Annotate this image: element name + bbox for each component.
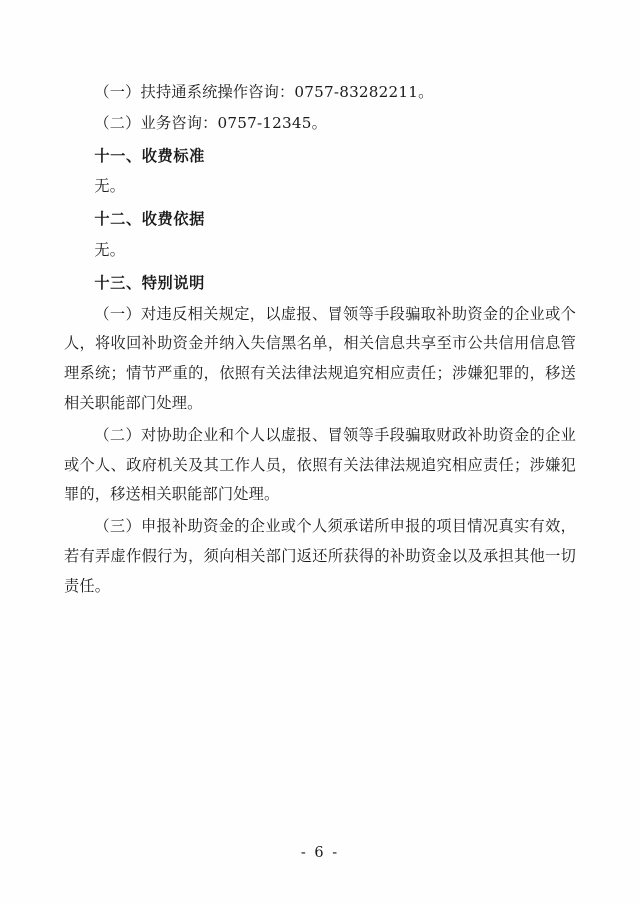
para-special-note-2: （二）对协助企业和个人以虚报、冒领等手段骗取财政补助资金的企业或个人、政府机关及其工作人员，依照有关法律法规追究相应责任；涉嫌犯罪的，移送相关职能部门处理。 (64, 425, 576, 504)
para-special-note-3: （三）申报补助资金的企业或个人须承诺所申报的项目情况真实有效，若有弄虚作假行为，须向相关部门返还所获得的补助资金以及承担其他一切责任。 (64, 517, 576, 595)
para-fee-basis-none: 无。 (94, 240, 126, 259)
heading-fee-basis: 十二、收费依据 (94, 210, 205, 229)
para-consult-business: （二）业务咨询：0757-12345。 (94, 113, 327, 132)
para-fee-standard-none: 无。 (94, 177, 126, 196)
para-special-note-1: （一）对违反相关规定，以虚报、冒领等手段骗取补助资金的企业或个人，将收回补助资金并纳入失信黑名单，相关信息共享至市公共信用信息管理系统；情节严重的，依照有关法律法规追究相应责任；涉嫌犯罪的，移送相关职能部门处理。 (64, 304, 576, 412)
page-number-footer: - 6 - (300, 845, 340, 861)
para-consult-system: （一）扶持通系统操作咨询：0757-83282211。 (94, 83, 434, 101)
heading-fee-standard: 十一、收费标准 (94, 146, 205, 165)
heading-special-notes: 十三、特别说明 (94, 273, 205, 292)
document-body (64, 78, 576, 602)
